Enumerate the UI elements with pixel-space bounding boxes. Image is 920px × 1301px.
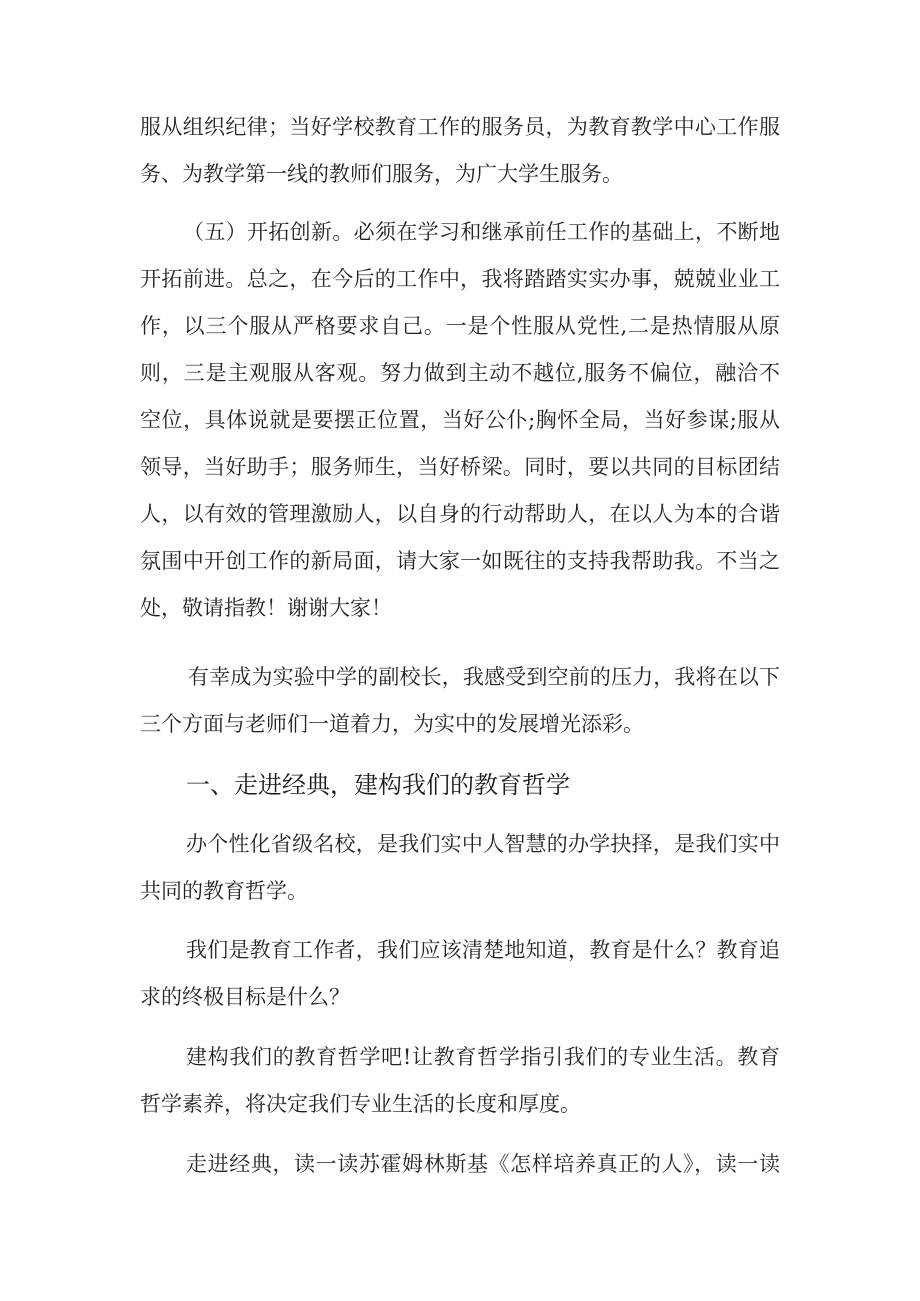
paragraph-line: 有幸成为实验中学的副校长，我感受到空前的压力，我将在以下 (188, 665, 780, 689)
paragraph-line: 我们是教育工作者，我们应该清楚地知道，教育是什么？教育追 (186, 938, 780, 962)
paragraph-line: 共同的教育哲学。 (140, 879, 308, 903)
paragraph-line: 求的终极目标是什么？ (140, 985, 350, 1009)
paragraph-line: 作，以三个服从严格要求自己。一是个性服从党性,二是热情服从原 (140, 314, 780, 338)
paragraph-line: 哲学素养，将决定我们专业生活的长度和厚度。 (140, 1092, 581, 1116)
paragraph-line: 三个方面与老师们一道着力，为实中的发展增光添彩。 (140, 712, 644, 736)
paragraph-line: 处，敬请指教！谢谢大家！ (140, 596, 392, 620)
paragraph-line: 服从组织纪律；当好学校教育工作的服务员，为教育教学中心工作服 (140, 115, 780, 139)
paragraph-line: 建构我们的教育哲学吧!让教育哲学指引我们的专业生活。教育 (186, 1045, 780, 1069)
section-heading: 一、走进经典，建构我们的教育哲学 (186, 771, 570, 799)
paragraph-line: 走进经典，读一读苏霍姆林斯基《怎样培养真正的人》，读一读 (186, 1152, 780, 1176)
paragraph-line: （五）开拓创新。必须在学习和继承前任工作的基础上，不断地 (183, 220, 780, 244)
paragraph-line: 氛围中开创工作的新局面，请大家一如既往的支持我帮助我。不当之 (140, 549, 780, 573)
paragraph-line: 开拓前进。总之，在今后的工作中，我将踏踏实实办事，兢兢业业工 (140, 267, 780, 291)
paragraph-line: 人，以有效的管理激励人，以自身的行动帮助人，在以人为本的合谐 (140, 502, 780, 526)
paragraph-line: 则，三是主观服从客观。努力做到主动不越位,服务不偏位，融洽不 (140, 361, 780, 385)
paragraph-line: 领导，当好助手；服务师生，当好桥梁。同时，要以共同的目标团结 (140, 455, 780, 479)
paragraph-line: 空位，具体说就是要摆正位置，当好公仆;胸怀全局，当好参谋;服从 (140, 408, 780, 432)
paragraph-line: 务、为教学第一线的教师们服务，为广大学生服务。 (140, 162, 623, 186)
paragraph-line: 办个性化省级名校，是我们实中人智慧的办学抉择，是我们实中 (186, 832, 780, 856)
